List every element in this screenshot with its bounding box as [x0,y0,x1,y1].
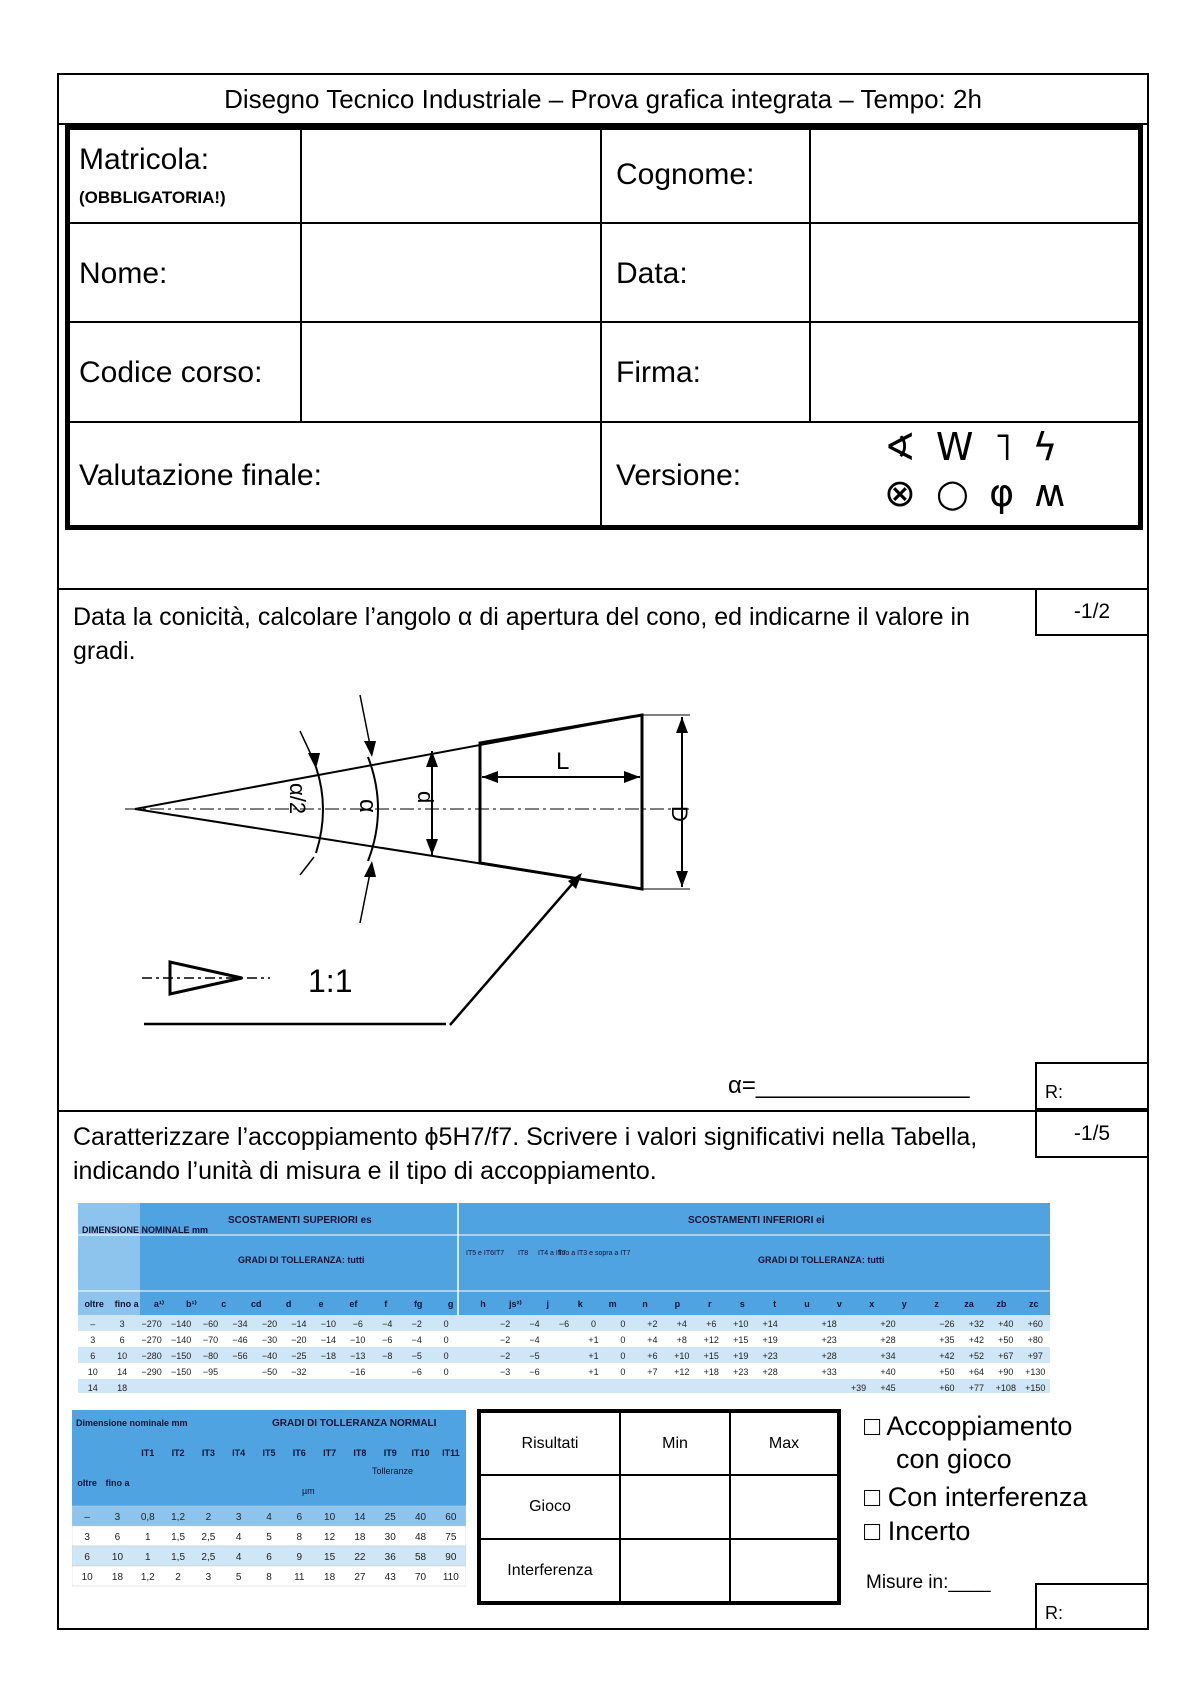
it-col-header: IT3 [201,1448,215,1458]
cell-value: −26 [939,1319,955,1329]
it-cell-value: 60 [445,1512,457,1523]
it-col-header: IT10 [411,1448,430,1458]
cell-value: +50 [998,1335,1014,1345]
col-header: y [901,1299,907,1309]
cell-value: −3 [499,1367,511,1377]
cell-value: 14 [117,1367,128,1377]
col-header: oltre [84,1299,104,1309]
cell-value: +42 [939,1351,955,1361]
it-cell-value: – [84,1512,90,1523]
it-grades-table [72,1410,466,1590]
col-header: f [384,1299,388,1309]
it-cell-value: 4 [235,1552,242,1563]
col-header: a¹⁾ [153,1299,165,1309]
cell-value: +45 [880,1383,896,1393]
cell-value: 0 [620,1335,626,1345]
table-row [78,1379,1050,1393]
firma-field[interactable] [811,323,1137,420]
cell-value: +32 [968,1319,985,1329]
data-field[interactable] [811,224,1137,320]
upper-title: SCOSTAMENTI SUPERIORI es [228,1215,372,1226]
cell-value: −20 [291,1335,307,1345]
data-label: Data: [616,257,688,290]
question-2-r-label: R: [1045,1603,1063,1623]
version-symbols-row2: ⊗ ○ φ ʍ [884,471,1070,515]
cell-value: +40 [998,1319,1014,1329]
col-header: n [642,1299,648,1309]
cell-value: +7 [647,1367,658,1377]
col-header: p [674,1299,681,1309]
it-cell-value: 1,5 [171,1532,186,1543]
cell-value: +50 [939,1367,955,1377]
cognome-field[interactable] [811,128,1137,221]
results-header: Risultati [479,1411,620,1475]
it-cell-value: 2,5 [201,1532,216,1543]
col-header: za [964,1299,974,1309]
question-1-text: Data la conicità, calcolare l’angolo α di apertura del cono, ed indicarne il valore in gradi. [73,603,970,665]
it-cell-value: 3 [84,1532,90,1543]
option-gioco-line1: □ Accoppiamento [864,1411,1073,1441]
it-col-header: IT11 [442,1448,460,1458]
it-cell-value: 14 [354,1512,366,1523]
results-header-min: Min [620,1411,730,1475]
alpha-label: α [354,799,381,813]
interferenza-min-field[interactable] [620,1539,730,1603]
cell-value: +80 [1027,1335,1043,1345]
it-cell-value: 90 [445,1552,457,1563]
cell-value: +33 [821,1367,837,1377]
cell-value: +28 [880,1335,896,1345]
cell-value: −80 [202,1351,219,1361]
cell-value: +4 [676,1319,687,1329]
col-header: c [221,1299,227,1309]
grid-divider [65,421,1143,423]
version-symbols [884,424,1069,516]
cell-value: −10 [320,1319,337,1329]
codice-corso-label: Codice corso: [79,356,263,389]
question-1-result-box [1035,1062,1149,1110]
cell-value: −40 [261,1351,278,1361]
it-col-label: IT8 [518,1250,529,1257]
cell-value: +12 [674,1367,690,1377]
col-header: e [318,1299,324,1309]
cell-value: −140 [170,1319,192,1329]
it-cell-value: 36 [384,1552,396,1563]
it-cell-value: 2,5 [201,1552,216,1563]
version-symbols-row1: ∢ W ˥ ϟ [884,425,1062,469]
cell-value: +90 [998,1367,1014,1377]
it-col-label: IT7 [494,1250,505,1257]
it-col-header: IT4 [232,1448,246,1458]
cell-value: +35 [939,1335,955,1345]
col-header: r [708,1299,712,1309]
it-cell-value: 75 [445,1532,457,1543]
col-header: j [546,1299,550,1309]
cell-value: +28 [821,1351,837,1361]
question-2-text: Caratterizzare l’accoppiamento ϕ5H7/f7. Scrivere i valori significativi nella Tabella, indicando l’unità di misura e il tipo di accoppiamento. [73,1123,978,1185]
cell-value: −18 [320,1351,337,1361]
col-header: d [285,1299,292,1309]
cell-value: – [90,1319,96,1329]
it-dim-title: Dimensione nominale mm [76,1418,188,1428]
cell-value: +23 [821,1335,837,1345]
cell-value: +97 [1027,1351,1043,1361]
it-cell-value: 4 [266,1512,272,1523]
it-col-header: IT2 [171,1448,185,1458]
cell-value: −20 [261,1319,278,1329]
cell-value: −14 [291,1319,307,1329]
it-cell-value: 8 [296,1532,303,1543]
cell-value: +1 [588,1367,599,1377]
it-unit: µm [302,1486,315,1496]
cell-value: −60 [202,1319,219,1329]
it-cell-value: 18 [324,1572,336,1583]
cell-value: +19 [733,1351,749,1361]
col-header: g [447,1299,454,1309]
cell-value: −270 [141,1319,162,1329]
col-header: js²⁾ [509,1299,522,1309]
cell-value: +39 [850,1383,867,1393]
cell-value: −150 [170,1367,192,1377]
it-cell-value: 3 [235,1512,242,1523]
cell-value: +6 [647,1351,658,1361]
cell-value: 6 [119,1335,125,1345]
cell-value: 10 [117,1351,128,1361]
cell-value: +18 [821,1319,837,1329]
col-header: cd [250,1299,262,1309]
cell-value: +108 [995,1383,1016,1393]
cell-value: −2 [499,1319,511,1329]
cell-value: +77 [968,1383,985,1393]
it-cell-value: 5 [235,1572,242,1583]
grid-divider [600,125,602,530]
col-header: fino a [114,1299,139,1309]
dimension-d-label: d [413,791,438,804]
cell-value: +130 [1025,1367,1046,1377]
cell-value: +6 [706,1319,717,1329]
col-header: u [804,1299,810,1309]
it-col-header: IT7 [323,1448,337,1458]
matricola-note: (OBBLIGATORIA!) [79,188,226,207]
it-cell-value: 3 [114,1512,121,1523]
it-cell-value: 2 [205,1512,212,1523]
cell-value: −70 [202,1335,219,1345]
deviation-table [78,1203,1050,1393]
it-cell-value: 110 [442,1572,459,1583]
cell-value: −56 [232,1351,248,1361]
cognome-label: Cognome: [616,158,755,191]
it-cell-value: 3 [205,1572,212,1583]
lower-title: SCOSTAMENTI INFERIORI ei [688,1215,825,1226]
misure-field[interactable]: Misure in:____ [866,1572,991,1593]
matricola-label: Matricola: [79,143,210,176]
cell-value: −6 [558,1319,570,1329]
table-row [78,1363,1050,1379]
grades-lower: GRADI DI TOLLERANZA: tutti [758,1255,885,1265]
col-header: zb [996,1299,1007,1309]
it-cell-value: 11 [294,1572,305,1583]
results-table [477,1409,841,1605]
cell-value: 10 [87,1367,98,1377]
page-title: Disegno Tecnico Industriale – Prova grafica integrata – Tempo: 2h [57,73,1149,125]
cell-value: +8 [676,1335,687,1345]
cell-value: −25 [291,1351,307,1361]
cell-value: −4 [411,1335,422,1345]
cell-value: +67 [998,1351,1014,1361]
cell-value: +4 [647,1335,658,1345]
cell-value: +19 [762,1335,778,1345]
cell-value: +52 [968,1351,985,1361]
it-cell-value: 1,5 [171,1552,186,1563]
it-cell-value: 12 [324,1532,336,1543]
cell-value: −34 [232,1319,248,1329]
cell-value: +14 [762,1319,778,1329]
cell-value: +28 [762,1367,778,1377]
question-2-score: -1/5 [1035,1110,1149,1158]
col-header: t [773,1299,777,1309]
col-header: k [577,1299,583,1309]
cell-value: −6 [529,1367,540,1377]
col-header: s [739,1299,745,1309]
question-1-r-label: R: [1045,1082,1063,1102]
versione-label: Versione: [616,459,742,492]
cell-value: +15 [703,1351,719,1361]
it-cell-value: 18 [354,1532,366,1543]
nome-field[interactable] [302,224,598,320]
interferenza-max-field[interactable] [730,1539,839,1603]
cell-value: 14 [87,1383,98,1393]
gioco-max-field[interactable] [730,1475,839,1539]
nome-label: Nome: [79,257,168,290]
cell-value: −150 [170,1351,192,1361]
col-header: ef [349,1299,358,1309]
it-cell-value: 5 [266,1532,272,1543]
it-cell-value: 9 [296,1552,303,1563]
it-cell-value: 40 [414,1512,427,1523]
cell-value: +23 [762,1351,778,1361]
col-header: z [934,1299,939,1309]
cell-value: −290 [141,1367,162,1377]
cell-value: +23 [733,1367,749,1377]
cell-value: 0 [590,1319,596,1329]
it-cell-value: 22 [354,1552,366,1563]
it-cell-value: 2 [175,1572,181,1583]
it-col-label: fino a IT3 e sopra a IT7 [558,1250,631,1257]
dimension-L-label: L [556,748,570,775]
cell-value: −4 [382,1319,393,1329]
cell-value: −14 [320,1335,337,1345]
cell-value: −5 [411,1351,422,1361]
gioco-label: Gioco [479,1475,620,1539]
it-cell-value: 25 [384,1512,396,1523]
it-cell-value: 18 [111,1572,124,1583]
cell-value: 0 [620,1319,626,1329]
it-col-header: IT1 [141,1448,155,1458]
cell-value: +10 [674,1351,690,1361]
it-col-header: IT6 [292,1448,306,1458]
it-cell-value: 27 [354,1572,366,1583]
it-cell-value: 6 [84,1552,90,1563]
cell-value: +20 [880,1319,896,1329]
it-col-label: IT5 e IT6 [466,1250,495,1257]
it-cell-value: 10 [81,1572,93,1583]
it-cell-value: 0,8 [140,1512,155,1523]
table-row [78,1347,1050,1363]
it-cell-value: 8 [266,1572,272,1583]
it-cell-value: 1 [144,1532,151,1543]
it-cell-value: 10 [324,1512,336,1523]
it-cell-value: 1,2 [171,1512,186,1523]
grades-upper: GRADI DI TOLLERANZA: tutti [238,1255,365,1265]
it-cell-value: 30 [384,1532,396,1543]
it-cell-value: 10 [111,1552,124,1563]
question-2-result-box [1035,1583,1149,1630]
cell-value: +64 [968,1367,985,1377]
cell-value: +60 [939,1383,955,1393]
cell-value: +1 [588,1351,599,1361]
col-header: m [608,1299,617,1309]
cell-value: +150 [1025,1383,1046,1393]
col-header: fg [413,1299,423,1309]
it-cell-value: 1,2 [140,1572,155,1583]
cell-value: −140 [170,1335,192,1345]
it-cell-value: 6 [114,1532,121,1543]
section-divider [57,588,1149,590]
cell-value: −4 [529,1319,540,1329]
alpha-half-label: α/2 [285,783,310,815]
valutazione-label: Valutazione finale: [79,459,322,492]
taper-symbol [130,950,470,1040]
cell-value: −6 [352,1319,363,1329]
cell-value: +15 [733,1335,749,1345]
cell-value: −32 [291,1367,307,1377]
taper-ratio: 1:1 [308,963,353,999]
cell-value: −30 [261,1335,278,1345]
option-gioco-line2: con gioco [896,1444,1012,1474]
it-cell-value: 6 [296,1512,303,1523]
firma-label: Firma: [616,356,701,389]
cell-value: −2 [499,1335,511,1345]
cell-value: −280 [141,1351,162,1361]
cell-value: +42 [968,1335,985,1345]
option-incerto[interactable]: □ Incerto [864,1516,971,1546]
it-col-label: IT4 a IT7 [538,1250,567,1257]
it-cell-value: 4 [235,1532,242,1543]
cell-value: +60 [1027,1319,1043,1329]
it-col-header: IT5 [262,1448,276,1458]
cell-value: +1 [588,1335,599,1345]
col-header: h [480,1299,486,1309]
cell-value: 0 [620,1351,626,1361]
cell-value: −2 [499,1351,511,1361]
table-row [78,1331,1050,1347]
option-interferenza[interactable]: □ Con interferenza [864,1482,1088,1512]
cell-value: −95 [202,1367,219,1377]
alpha-answer-field[interactable]: α=________________ [728,1072,970,1099]
col-header: zc [1029,1299,1039,1309]
cell-value: 0 [443,1319,449,1329]
cell-value: 0 [443,1335,449,1345]
question-1-score: -1/2 [1035,588,1149,636]
matricola-field[interactable] [302,128,598,221]
cell-value: −16 [350,1367,366,1377]
dimension-D-label: D [667,806,692,822]
cell-value: −13 [350,1351,366,1361]
cell-value: −50 [261,1367,278,1377]
cell-value: +10 [733,1319,749,1329]
option-accoppiamento-gioco[interactable] [864,1410,1072,1476]
cell-value: −6 [382,1335,393,1345]
results-header-max: Max [730,1411,839,1475]
cell-value: 3 [90,1335,96,1345]
it-col-header: IT9 [383,1448,397,1458]
cell-value: +18 [703,1367,719,1377]
cell-value: +2 [647,1319,658,1329]
col-header: v [836,1299,842,1309]
cell-value: −5 [529,1351,540,1361]
it-cell-value: 70 [414,1572,427,1583]
it-cell-value: 6 [266,1552,272,1563]
it-col-header: oltre [77,1478,97,1488]
it-cell-value: 48 [414,1532,427,1543]
cell-value: 0 [443,1367,449,1377]
codice-corso-field[interactable] [302,323,598,420]
it-title: GRADI DI TOLLERANZA NORMALI [272,1418,437,1429]
it-cell-value: 1 [144,1552,151,1563]
it-sub: Tolleranze [372,1466,414,1476]
interferenza-label: Interferenza [479,1539,620,1603]
it-cell-value: 58 [414,1552,427,1563]
cell-value: −2 [411,1319,422,1329]
cell-value: −8 [382,1351,393,1361]
dim-title: DIMENSIONE NOMINALE mm [82,1225,209,1235]
it-col-header: fino a [105,1478,130,1488]
it-cell-value: 15 [324,1552,336,1563]
cell-value: 0 [620,1367,626,1377]
cell-value: −4 [529,1335,540,1345]
cell-value: +40 [880,1367,896,1377]
cell-value: −6 [411,1367,422,1377]
cell-value: −270 [141,1335,162,1345]
cell-value: 0 [443,1351,449,1361]
col-header: x [869,1299,875,1309]
it-col-header: IT8 [353,1448,367,1458]
cell-value: 6 [90,1351,96,1361]
cell-value: 18 [117,1383,128,1393]
cell-value: +12 [703,1335,719,1345]
gioco-min-field[interactable] [620,1475,730,1539]
cell-value: −46 [232,1335,248,1345]
it-cell-value: 43 [384,1572,396,1583]
cell-value: +34 [880,1351,896,1361]
cell-value: −10 [350,1335,366,1345]
col-header: b¹⁾ [186,1299,197,1309]
section-divider [57,1110,1149,1112]
cell-value: 3 [119,1319,125,1329]
